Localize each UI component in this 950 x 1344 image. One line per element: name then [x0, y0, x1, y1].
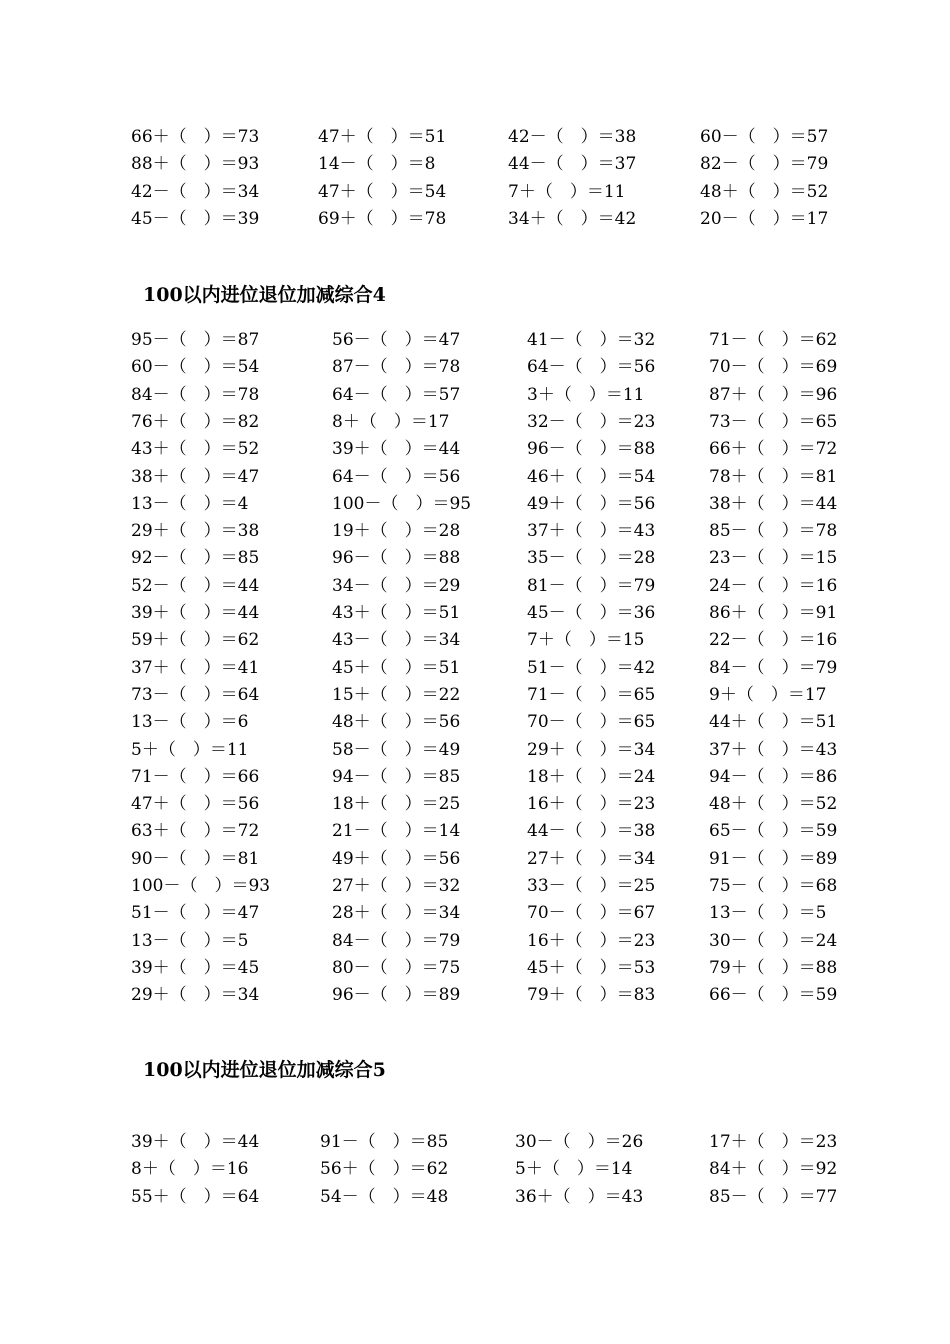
math-problem: 8＋（ ）＝17: [332, 411, 450, 432]
problem-row: [0, 900, 950, 927]
section-heading: 100以内进位退位加减综合5: [143, 1059, 386, 1081]
math-problem: 45－（ ）＝39: [131, 208, 260, 229]
math-problem: 39＋（ ）＝45: [131, 957, 260, 978]
math-problem: 45＋（ ）＝53: [527, 957, 656, 978]
math-problem: 84－（ ）＝78: [131, 384, 260, 405]
math-problem: 28＋（ ）＝34: [332, 903, 461, 924]
problem-row: [0, 846, 950, 873]
math-problem: 56－（ ）＝47: [332, 330, 461, 350]
math-problem: 49＋（ ）＝56: [527, 493, 656, 514]
math-problem: 37＋（ ）＝41: [131, 657, 260, 678]
math-problem: 9＋（ ）＝17: [709, 684, 827, 705]
problem-row: [0, 464, 950, 491]
problem-row: [0, 709, 950, 736]
math-problem: 91－（ ）＝89: [709, 848, 838, 869]
math-problem: 43＋（ ）＝52: [131, 439, 260, 460]
math-problem: 24－（ ）＝16: [709, 575, 838, 596]
math-problem: 7＋（ ）＝15: [527, 630, 645, 651]
math-problem: 100－（ ）＝95: [332, 493, 472, 514]
math-problem: 14－（ ）＝8: [318, 154, 436, 175]
math-problem: 48＋（ ）＝56: [332, 712, 461, 733]
math-problem: 27＋（ ）＝32: [332, 876, 461, 896]
math-problem: 51－（ ）＝47: [131, 903, 260, 924]
math-problem: 34－（ ）＝29: [332, 575, 461, 596]
problem-row: [0, 600, 950, 627]
math-problem: 13－（ ）＝6: [131, 712, 249, 733]
problem-row: [0, 655, 950, 682]
math-problem: 47＋（ ）＝54: [318, 181, 447, 202]
problem-row: [0, 206, 950, 233]
math-problem: 58－（ ）＝49: [332, 739, 461, 760]
math-problem: 29＋（ ）＝34: [527, 739, 656, 760]
math-problem: 95－（ ）＝87: [131, 330, 260, 350]
math-problem: 79＋（ ）＝83: [527, 985, 656, 1006]
math-problem: 5＋（ ）＝14: [515, 1159, 633, 1180]
math-problem: 48＋（ ）＝52: [709, 794, 838, 815]
math-problem: 73－（ ）＝64: [131, 684, 260, 705]
math-problem: 23－（ ）＝15: [709, 548, 838, 569]
math-problem: 69＋（ ）＝78: [318, 208, 447, 229]
problem-row: [0, 179, 950, 206]
math-problem: 44－（ ）＝38: [527, 821, 656, 842]
math-problem: 39＋（ ）＝44: [131, 1132, 260, 1152]
math-problem: 81－（ ）＝79: [527, 575, 656, 596]
math-problem: 32－（ ）＝23: [527, 411, 656, 432]
math-problem: 87－（ ）＝78: [332, 357, 461, 378]
problem-row: [0, 518, 950, 545]
problem-row: [0, 764, 950, 791]
math-problem: 84－（ ）＝79: [332, 930, 461, 951]
problem-row: [0, 354, 950, 381]
problem-row: [0, 1156, 950, 1183]
math-problem: 7＋（ ）＝11: [508, 181, 626, 202]
math-problem: 64－（ ）＝56: [332, 466, 461, 487]
math-problem: 44－（ ）＝37: [508, 154, 637, 175]
math-problem: 87＋（ ）＝96: [709, 384, 838, 405]
math-problem: 86＋（ ）＝91: [709, 603, 838, 623]
math-problem: 30－（ ）＝24: [709, 930, 838, 951]
math-problem: 18＋（ ）＝25: [332, 794, 461, 815]
math-problem: 30－（ ）＝26: [515, 1132, 644, 1152]
math-problem: 51－（ ）＝42: [527, 657, 656, 678]
math-problem: 94－（ ）＝86: [709, 766, 838, 787]
math-problem: 64－（ ）＝57: [332, 384, 461, 405]
math-problem: 29＋（ ）＝38: [131, 521, 260, 542]
math-problem: 63＋（ ）＝72: [131, 821, 260, 842]
math-problem: 96－（ ）＝88: [527, 439, 656, 460]
problem-row: [0, 818, 950, 845]
math-problem: 36＋（ ）＝43: [515, 1186, 644, 1207]
math-problem: 90－（ ）＝81: [131, 848, 260, 869]
math-problem: 52－（ ）＝44: [131, 575, 260, 596]
math-problem: 49＋（ ）＝56: [332, 848, 461, 869]
math-problem: 71－（ ）＝62: [709, 330, 838, 350]
math-problem: 37＋（ ）＝43: [527, 521, 656, 542]
math-problem: 71－（ ）＝65: [527, 684, 656, 705]
math-problem: 60－（ ）＝57: [700, 127, 829, 147]
math-problem: 66＋（ ）＝72: [709, 439, 838, 460]
math-problem: 92－（ ）＝85: [131, 548, 260, 569]
math-problem: 38＋（ ）＝44: [709, 493, 838, 514]
math-problem: 78＋（ ）＝81: [709, 466, 838, 487]
math-problem: 66－（ ）＝59: [709, 985, 838, 1006]
problem-row: [0, 791, 950, 818]
math-problem: 85－（ ）＝78: [709, 521, 838, 542]
math-problem: 56＋（ ）＝62: [320, 1159, 449, 1180]
math-problem: 45－（ ）＝36: [527, 603, 656, 623]
math-problem: 16＋（ ）＝23: [527, 930, 656, 951]
math-problem: 39＋（ ）＝44: [131, 603, 260, 623]
math-problem: 8＋（ ）＝16: [131, 1159, 249, 1180]
math-problem: 13－（ ）＝5: [131, 930, 249, 951]
math-problem: 39＋（ ）＝44: [332, 439, 461, 460]
problem-row: [0, 928, 950, 955]
math-problem: 38＋（ ）＝47: [131, 466, 260, 487]
math-problem: 64－（ ）＝56: [527, 357, 656, 378]
math-problem: 27＋（ ）＝34: [527, 848, 656, 869]
math-problem: 60－（ ）＝54: [131, 357, 260, 378]
math-problem: 44＋（ ）＝51: [709, 712, 838, 733]
math-problem: 59＋（ ）＝62: [131, 630, 260, 651]
math-problem: 42－（ ）＝34: [131, 181, 260, 202]
math-problem: 91－（ ）＝85: [320, 1132, 449, 1152]
math-problem: 47＋（ ）＝51: [318, 127, 447, 147]
math-problem: 100－（ ）＝93: [131, 876, 271, 896]
math-problem: 79＋（ ）＝88: [709, 957, 838, 978]
problem-row: [0, 382, 950, 409]
math-problem: 70－（ ）＝69: [709, 357, 838, 378]
math-problem: 48＋（ ）＝52: [700, 181, 829, 202]
problem-row: [0, 124, 950, 151]
math-problem: 96－（ ）＝88: [332, 548, 461, 569]
math-problem: 33－（ ）＝25: [527, 876, 656, 896]
math-problem: 15＋（ ）＝22: [332, 684, 461, 705]
math-problem: 76＋（ ）＝82: [131, 411, 260, 432]
math-problem: 66＋（ ）＝73: [131, 127, 260, 147]
math-problem: 71－（ ）＝66: [131, 766, 260, 787]
problem-row: [0, 151, 950, 178]
math-problem: 21－（ ）＝14: [332, 821, 461, 842]
math-problem: 29＋（ ）＝34: [131, 985, 260, 1006]
problem-row: [0, 737, 950, 764]
math-problem: 34＋（ ）＝42: [508, 208, 637, 229]
math-problem: 73－（ ）＝65: [709, 411, 838, 432]
problem-row: [0, 1184, 950, 1211]
problem-row: [0, 873, 950, 900]
section-heading: 100以内进位退位加减综合4: [143, 284, 386, 306]
math-problem: 5＋（ ）＝11: [131, 739, 249, 760]
math-problem: 82－（ ）＝79: [700, 154, 829, 175]
problem-row: [0, 573, 950, 600]
problem-row: [0, 409, 950, 436]
math-problem: 94－（ ）＝85: [332, 766, 461, 787]
math-problem: 88＋（ ）＝93: [131, 154, 260, 175]
problem-row: [0, 491, 950, 518]
math-problem: 19＋（ ）＝28: [332, 521, 461, 542]
problem-row: [0, 982, 950, 1009]
math-problem: 41－（ ）＝32: [527, 330, 656, 350]
math-problem: 96－（ ）＝89: [332, 985, 461, 1006]
math-problem: 43－（ ）＝34: [332, 630, 461, 651]
math-problem: 42－（ ）＝38: [508, 127, 637, 147]
math-problem: 3＋（ ）＝11: [527, 384, 645, 405]
math-problem: 16＋（ ）＝23: [527, 794, 656, 815]
math-problem: 17＋（ ）＝23: [709, 1132, 838, 1152]
problem-row: [0, 545, 950, 572]
math-problem: 13－（ ）＝4: [131, 493, 249, 514]
math-problem: 70－（ ）＝67: [527, 903, 656, 924]
math-problem: 75－（ ）＝68: [709, 876, 838, 896]
math-problem: 65－（ ）＝59: [709, 821, 838, 842]
problem-row: [0, 327, 950, 354]
math-problem: 45＋（ ）＝51: [332, 657, 461, 678]
math-problem: 84－（ ）＝79: [709, 657, 838, 678]
math-problem: 22－（ ）＝16: [709, 630, 838, 651]
problem-row: [0, 436, 950, 463]
math-problem: 13－（ ）＝5: [709, 903, 827, 924]
math-problem: 54－（ ）＝48: [320, 1186, 449, 1207]
math-problem: 46＋（ ）＝54: [527, 466, 656, 487]
math-problem: 85－（ ）＝77: [709, 1186, 838, 1207]
math-problem: 55＋（ ）＝64: [131, 1186, 260, 1207]
math-problem: 20－（ ）＝17: [700, 208, 829, 229]
math-problem: 70－（ ）＝65: [527, 712, 656, 733]
problem-row: [0, 955, 950, 982]
math-problem: 35－（ ）＝28: [527, 548, 656, 569]
math-problem: 37＋（ ）＝43: [709, 739, 838, 760]
problem-row: [0, 627, 950, 654]
math-problem: 18＋（ ）＝24: [527, 766, 656, 787]
math-problem: 47＋（ ）＝56: [131, 794, 260, 815]
math-problem: 84＋（ ）＝92: [709, 1159, 838, 1180]
math-problem: 80－（ ）＝75: [332, 957, 461, 978]
problem-row: [0, 682, 950, 709]
problem-row: [0, 1129, 950, 1156]
math-problem: 43＋（ ）＝51: [332, 603, 461, 623]
